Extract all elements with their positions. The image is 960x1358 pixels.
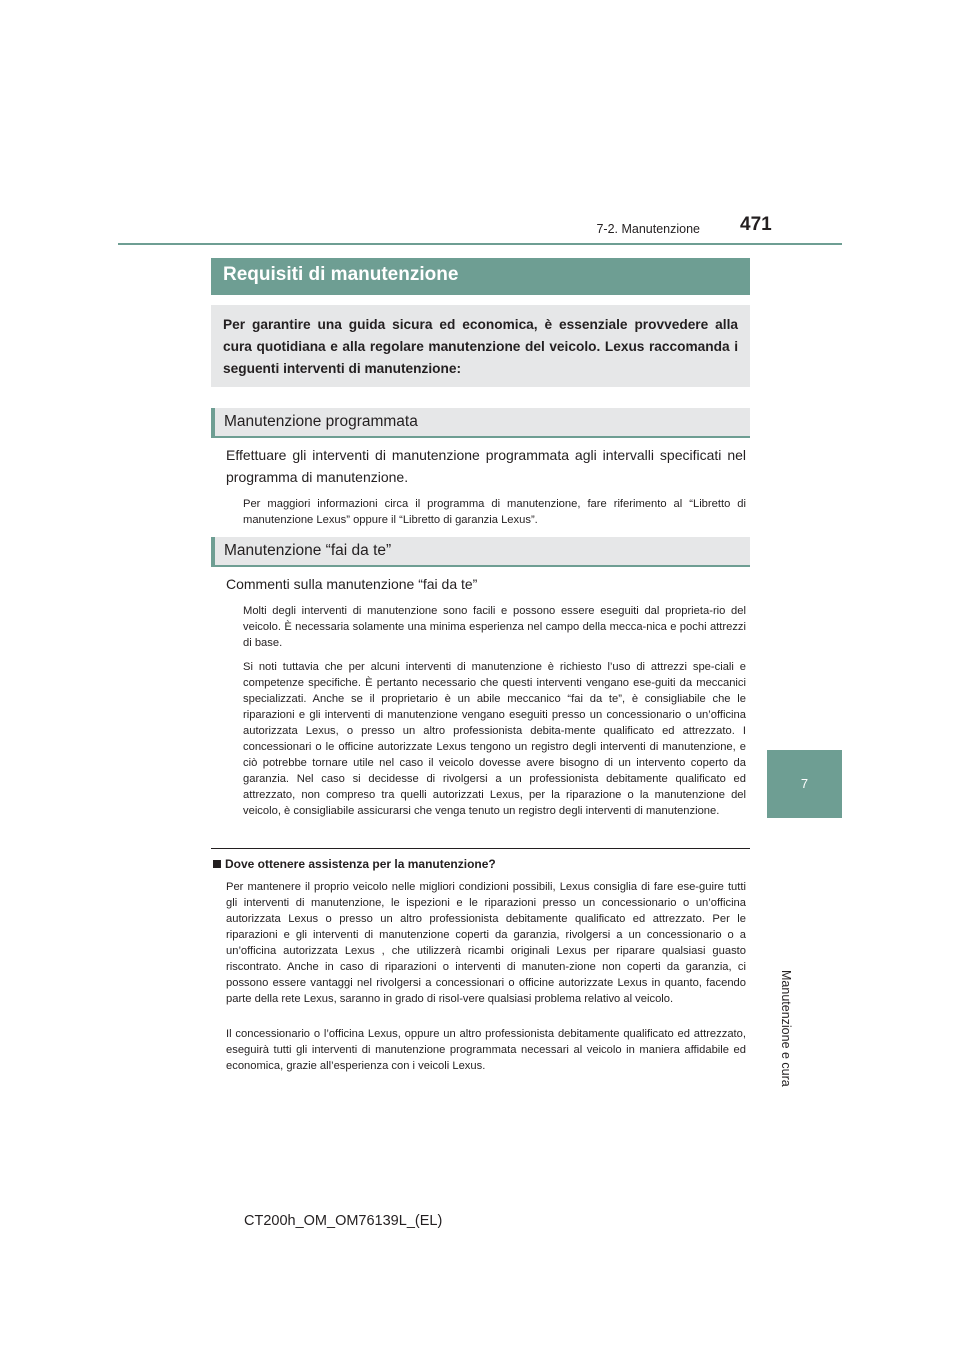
page-number: 471	[740, 214, 772, 235]
note-paragraph: Per mantenere il proprio veicolo nelle migliori condizioni possibili, Lexus consiglia di fare ese-guire tutti gli interventi di manutenzione, le ispezioni e le riparazioni presso un concessionario o un’officina autorizzata Lexus o presso un altro professionista debitamente qualificato ed attrezzato. Per le riparazioni e gli interventi di manutenzione coperti da garanzia, rivolgersi a un concessionario o a un’officina autorizzata Lexus , che utilizzerà ricambi originali Lexus per riparare qualsiasi guasto riscontrato. Anche in caso di riparazioni o interventi di manuten-zione non coperti da garanzia, ci possono essere vantaggi nel rivolgersi a concessionari o officine autorizzate Lexus in quanto, facendo parte della rete Lexus, saranno in grado di risol-vere qualsiasi problema relativo al veicolo.	[226, 881, 746, 1005]
footer-document-code: CT200h_OM_OM76139L_(EL)	[244, 1213, 443, 1229]
header-rule	[118, 243, 842, 245]
chapter-tab	[767, 750, 842, 818]
section-heading-scheduled	[211, 408, 750, 438]
section-detail: Si noti tuttavia che per alcuni interventi di manutenzione è richiesto l’uso di attrezzi spe-ciali e competenze specifiche. È pertanto necessario che questi interventi vengano ese-guiti da meccanici specializzati. Anche se il proprietario è un abile meccanico “fai da te”, è consigliabile che le riparazioni e gli interventi di manutenzione vengano eseguiti presso un concessionario o un’officina autorizzata Lexus, o presso un altro professionista debita-mente qualificato ed attrezzato. I concessionari o le officine autorizzate Lexus tengono un registro degli interventi di manutenzione, e ciò potrebbe tornare utile nel caso il veicolo dovesse avere bisogno di un intervento coperto da garanzia. Nel caso si decidesse di rivolgersi a un professionista debitamente qualificato ed attrezzato, non compreso tra quelli autorizzati Lexus, per la riparazione o la manutenzione del veicolo, è consigliabile assicurarsi che venga tenuto un registro degli interventi di manutenzione.	[243, 661, 746, 817]
section-heading-text: Manutenzione programmata	[224, 413, 418, 430]
page-title: Requisiti di manutenzione	[223, 264, 459, 285]
intro-text: Per garantire una guida sicura ed economica, è essenziale provvedere alla cura quotidiana e alla regolare manutenzione del veicolo. Lexus raccomanda i seguenti interventi di manutenzione:	[223, 317, 738, 376]
heading-accent-bar	[211, 537, 215, 567]
square-bullet-icon	[213, 860, 221, 868]
section-detail: Molti degli interventi di manutenzione sono facili e possono essere eseguiti dal proprieta-rio del veicolo. È necessaria solamente una minima esperienza nel campo della mecca-nica e pochi attrezzi di base.	[243, 605, 746, 649]
chapter-number: 7	[800, 776, 809, 791]
section-body: Effettuare gli interventi di manutenzione programmata agli intervalli specificati nel programma di manutenzione.	[226, 447, 746, 485]
section-reference: 7-2. Manutenzione	[596, 222, 700, 236]
note-heading	[213, 857, 496, 871]
divider	[211, 848, 750, 849]
section-heading-diy	[211, 537, 750, 567]
section-detail: Per maggiori informazioni circa il programma di manutenzione, fare riferimento al “Libretto di manutenzione Lexus” oppure il “Libretto di garanzia Lexus”.	[243, 498, 746, 526]
section-heading-text: Manutenzione “fai da te”	[224, 542, 392, 559]
note-heading-text: Dove ottenere assistenza per la manutenzione?	[225, 857, 496, 871]
heading-accent-bar	[211, 408, 215, 438]
title-bar	[211, 258, 750, 295]
section-body: Commenti sulla manutenzione “fai da te”	[226, 576, 478, 592]
chapter-title-vertical: Manutenzione e cura	[779, 970, 793, 1087]
note-paragraph: Il concessionario o l’officina Lexus, oppure un altro professionista debitamente qualificato ed attrezzato, eseguirà tutti gli interventi di manutenzione programmata necessari al veicolo in maniera affidabile ed economica, grazie all’esperienza con i veicoli Lexus.	[226, 1028, 746, 1072]
intro-box	[211, 305, 750, 387]
